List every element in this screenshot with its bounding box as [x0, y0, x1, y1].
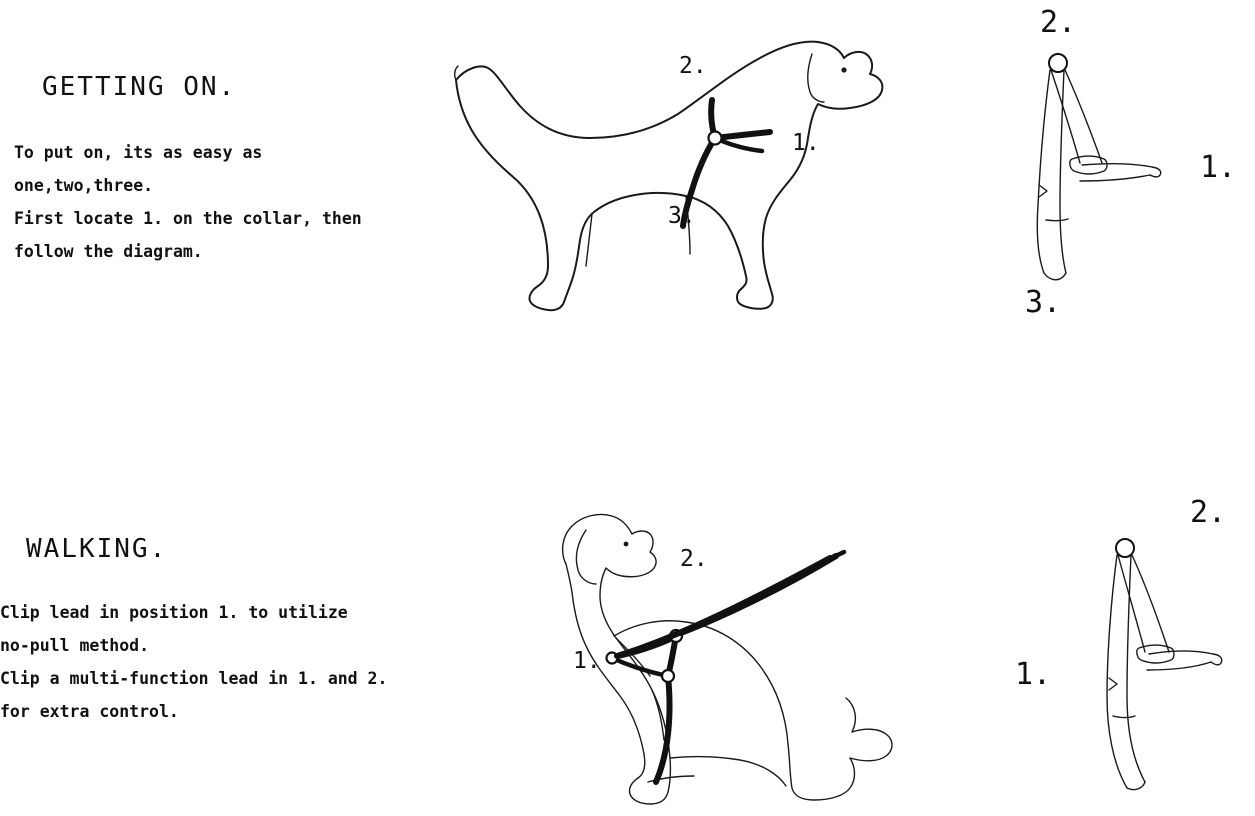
body-line: no-pull method. [0, 636, 150, 655]
callout-dog1-2: 2. [679, 53, 707, 79]
body-getting-on [14, 136, 362, 268]
callout-dog1-3: 3. [668, 203, 696, 229]
callout-harness2-2: 2. [1190, 495, 1227, 530]
harness-detail-illustration-1 [1010, 45, 1210, 310]
harness-detail-illustration-2 [1065, 530, 1255, 810]
section-walking [0, 400, 1255, 816]
body-line: follow the diagram. [14, 242, 203, 261]
heading-getting-on: GETTING ON. [42, 72, 237, 102]
callout-dog1-1: 1. [792, 130, 820, 156]
heading-walking: WALKING. [26, 534, 168, 564]
section-getting-on [0, 0, 1255, 400]
body-line: Clip a multi-function lead in 1. and 2. [0, 669, 388, 688]
body-line: First locate 1. on the collar, then [14, 209, 362, 228]
callout-harness1-1: 1. [1200, 150, 1237, 185]
body-line: one,two,three. [14, 176, 154, 195]
callout-harness2-1: 1. [1015, 657, 1052, 692]
body-line: Clip lead in position 1. to utilize [0, 603, 348, 622]
body-line: To put on, its as easy as [14, 143, 263, 162]
callout-harness1-2: 2. [1040, 5, 1077, 40]
standing-dog-illustration [440, 18, 910, 338]
body-line: for extra control. [0, 702, 179, 721]
callout-harness1-3: 3. [1025, 285, 1062, 320]
body-walking [0, 596, 387, 728]
callout-dog2-2: 2. [680, 546, 708, 572]
callout-dog2-1: 1. [573, 648, 601, 674]
